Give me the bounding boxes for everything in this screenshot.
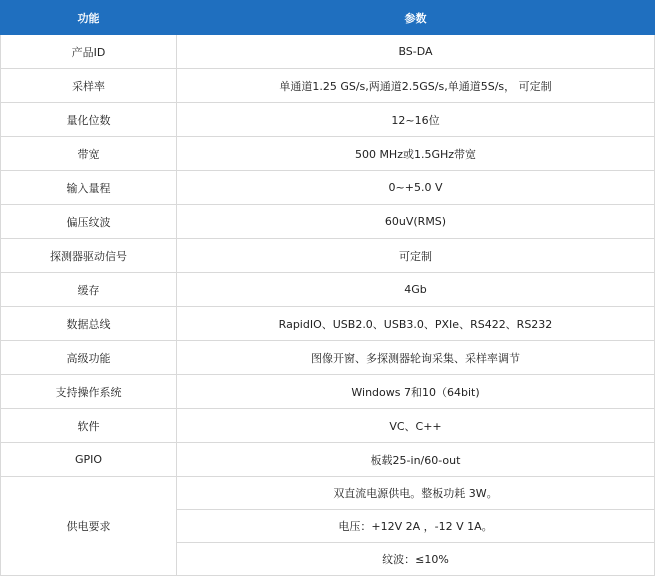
table-row-power (1, 477, 655, 510)
table-row (1, 35, 655, 69)
row-value: 60uV(RMS) (177, 205, 655, 239)
table-row (1, 69, 655, 103)
row-value: Windows 7和10（64bit) (177, 375, 655, 409)
header-function: 功能 (1, 1, 177, 35)
row-value: 图像开窗、多探测器轮询采集、采样率调节 (177, 341, 655, 375)
row-label: 量化位数 (1, 103, 177, 137)
row-value: BS-DA (177, 35, 655, 69)
table-row (1, 375, 655, 409)
row-label: 产品ID (1, 35, 177, 69)
row-label: 偏压纹波 (1, 205, 177, 239)
row-label: 带宽 (1, 137, 177, 171)
power-label: 供电要求 (1, 477, 177, 576)
table-row (1, 307, 655, 341)
table-row (1, 341, 655, 375)
row-label: 输入量程 (1, 171, 177, 205)
row-value: 单通道1.25 GS/s,两通道2.5GS/s,单通道5S/s， 可定制 (177, 69, 655, 103)
table-row (1, 205, 655, 239)
table-row (1, 103, 655, 137)
row-value: 可定制 (177, 239, 655, 273)
row-value: 500 MHz或1.5GHz带宽 (177, 137, 655, 171)
table-row (1, 171, 655, 205)
power-value: 纹波：≤10% (177, 543, 655, 576)
row-label: 探测器驱动信号 (1, 239, 177, 273)
row-value: 0~+5.0 V (177, 171, 655, 205)
row-value: 板载25-in/60-out (177, 443, 655, 477)
power-value: 双直流电源供电。整板功耗 3W。 (177, 477, 655, 510)
table-row (1, 409, 655, 443)
power-value: 电压：+12V 2A ，-12 V 1A。 (177, 510, 655, 543)
row-value: VC、C++ (177, 409, 655, 443)
row-label: 软件 (1, 409, 177, 443)
row-label: 支持操作系统 (1, 375, 177, 409)
row-label: 缓存 (1, 273, 177, 307)
table-row (1, 273, 655, 307)
row-value: RapidIO、USB2.0、USB3.0、PXIe、RS422、RS232 (177, 307, 655, 341)
table-row (1, 137, 655, 171)
row-label: 高级功能 (1, 341, 177, 375)
row-label: GPIO (1, 443, 177, 477)
row-label: 采样率 (1, 69, 177, 103)
row-value: 12~16位 (177, 103, 655, 137)
table-header-row (1, 1, 655, 35)
table-row (1, 443, 655, 477)
row-label: 数据总线 (1, 307, 177, 341)
header-parameter: 参数 (177, 1, 655, 35)
row-value: 4Gb (177, 273, 655, 307)
table-row (1, 239, 655, 273)
